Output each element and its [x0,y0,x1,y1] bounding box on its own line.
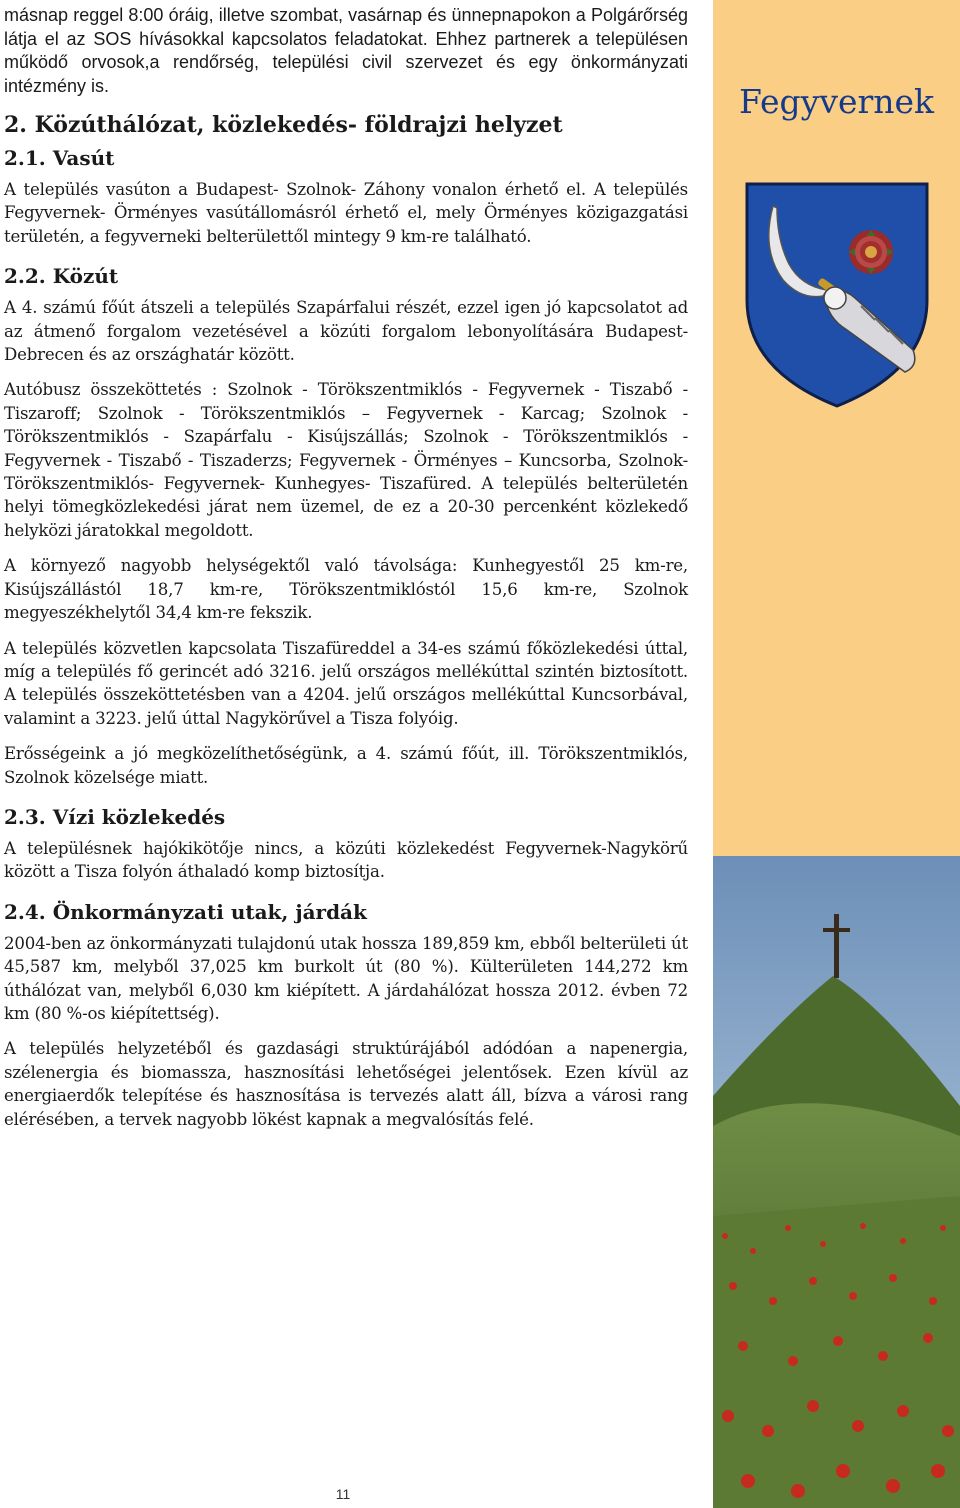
road-paragraph: A 4. számú főút átszeli a település Szapárfalui részét, ezzel igen jó kapcsolatot ad az átmenő forgalom vezetésével a közúti forgalom lebonyolítására Budapest- Debrecen és az országhatár között. [4,298,688,365]
water-transport-paragraph: A településnek hajókikötője nincs, a közúti közlekedést Fegyvernek-Nagykörű között a Tisza folyón áthaladó komp biztosítja. [4,838,688,882]
railway-paragraph: A település vasúton a Budapest- Szolnok- Záhony vonalon érhető el. A település Fegyvernek- Örményes vasútállomásról érhető el, mely Örményes közigazgatási területén, a fegyverneki belterülettől mintegy 9 km-re található. [4,180,688,246]
intro-paragraph: másnap reggel 8:00 óráig, illetve szombat, vasárnap és ünnepnapokon a Polgárőrség látja el az SOS hívásokkal kapcsolatos feladatokat. Ehhez partnerek a településen működő orvosok,a rendőrség, települési civil szervezet és egy önkormányzati intézmény is. [4,5,688,96]
energy-paragraph: A település helyzetéből és gazdasági struktúrájából adódóan a napenergia, szélenergia és biomassza, hasznosítási lehetőségei jelentősek. Ezen kívül az energiaerdők telepítése és hasznosítása is tervezés alatt áll, bízva a városi rang elérésében, a tervek nagyobb lökést kapnak a megvalósítás felé. [4,1039,688,1129]
section-heading-2: 2. Közúthálózat, közlekedés- földrajzi helyzet [4,112,563,138]
coat-of-arms-icon [743,180,931,410]
landscape-photo [713,856,960,1508]
strengths-paragraph: Erősségeink a jó megközelíthetőségünk, a 4. számú főút, ill. Törökszentmiklós, Szolnok közelsége miatt. [4,744,688,787]
municipal-roads-paragraph: 2004-ben az önkormányzati tulajdonú utak hossza 189,859 km, ebből belterületi út 45,587 km, melyből 37,025 km burkolt út (80 %). Külterületen 144,272 km úthálózat van, melyből 6,030 km kiépített. A járdahálózat hossza 2012. évben 72 km (80 %-os kiépítettség). [4,933,689,1023]
distance-paragraph: A környező nagyobb helységektől való távolsága: Kunhegyestől 25 km-re, Kisújszállástól 18,7 km-re, Törökszentmiklóstól 15,6 km-re, Szolnok megyeszékhelytől 34,4 km-re fekszik. [4,556,688,623]
main-content [4,4,688,1131]
page-number: 11 [335,1486,351,1502]
section-heading-2-1: 2.1. Vasút [4,146,115,170]
bus-paragraph: Autóbusz összeköttetés : Szolnok - Törökszentmiklós - Fegyvernek - Tiszabő - Tiszaroff; Szolnok - Törökszentmiklós – Fegyvernek - Karcag; Szolnok - Törökszentmiklós - Szapárfalu - Kisújszállás; Szolnok - Törökszentmiklós - Fegyvernek - Tiszabő - Tiszaderzs; Fegyvernek - Örményes – Kuncsorba, Szolnok- Törökszentmiklós- Fegyvernek- Kunhegyes- Tiszafüred. A település belterületén helyi tömegközlekedési járat nem üzemel, de ez a 20-30 percenként közlekedő helyközi járatokkal megoldott. [4,380,688,540]
connection-paragraph: A település közvetlen kapcsolata Tiszafüreddel a 34-es számú főközlekedési úttal, míg a település fő gerincét adó 3216. jelű országos mellékúttal szintén biztosított. A település összeköttetésben van a 4204. jelű országos mellékúttal Kuncsorbával, valamint a 3223. jelű úttal Nagykörűvel a Tisza folyóig. [4,638,688,728]
section-heading-2-3: 2.3. Vízi közlekedés [4,804,226,829]
sidebar-title: Fegyvernek [738,82,935,121]
section-heading-2-2: 2.2. Közút [4,264,119,289]
section-heading-2-4: 2.4. Önkormányzati utak, járdák [4,899,367,924]
